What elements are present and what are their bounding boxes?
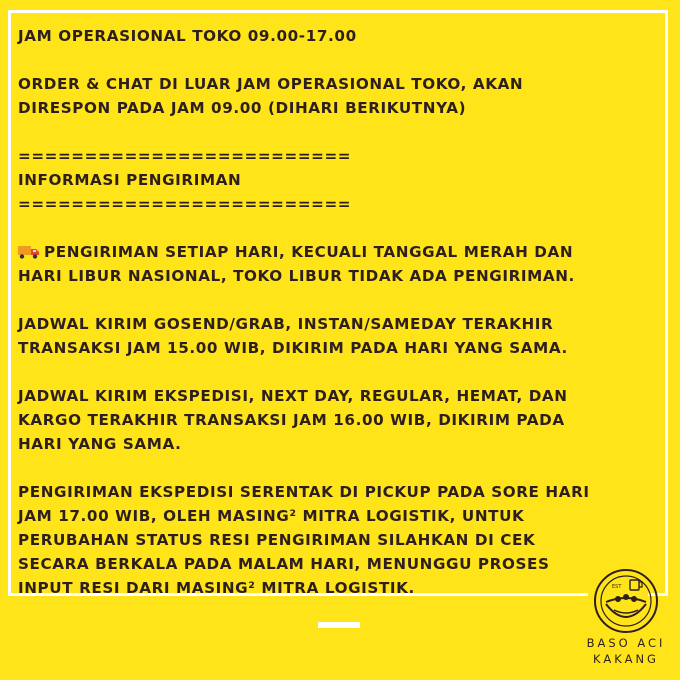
section-title: INFORMASI PENGIRIMAN [18,171,242,189]
brand-name-line-1: BASO ACI [586,636,666,650]
announcement-text [18,24,658,600]
pickup-line-5: INPUT RESI DARI MASING² MITRA LOGISTIK. [18,579,415,597]
shipping-daily-text-1: PENGIRIMAN SETIAP HARI, KECUALI TANGGAL MERAH DAN [44,243,574,261]
instant-line-1: JADWAL KIRIM GOSEND/GRAB, INSTAN/SAMEDAY TERAKHIR [18,315,554,333]
expedition-line-1: JADWAL KIRIM EKSPEDISI, NEXT DAY, REGULAR, HEMAT, DAN [18,387,568,405]
delivery-truck-icon [18,242,40,256]
divider-bottom: ========================= [18,195,352,213]
shipping-daily-line-2: HARI LIBUR NASIONAL, TOKO LIBUR TIDAK ADA PENGIRIMAN. [18,267,575,285]
pickup-line-3: PERUBAHAN STATUS RESI PENGIRIMAN SILAHKAN DI CEK [18,531,536,549]
hours-line: JAM OPERASIONAL TOKO 09.00-17.00 [18,27,357,45]
expedition-line-3: HARI YANG SAMA. [18,435,182,453]
shipping-daily-line-1 [18,240,658,264]
expedition-line-2: KARGO TERAKHIR TRANSAKSI JAM 16.00 WIB, DIKIRIM PADA [18,411,565,429]
brand-logo [582,568,670,680]
brand-name-line-2: KAKANG [593,652,659,666]
instant-line-2: TRANSAKSI JAM 15.00 WIB, DIKIRIM PADA HARI YANG SAMA. [18,339,568,357]
pickup-line-4: SECARA BERKALA PADA MALAM HARI, MENUNGGU PROSES [18,555,550,573]
divider-top: ========================= [18,147,352,165]
pickup-line-1: PENGIRIMAN EKSPEDISI SERENTAK DI PICKUP PADA SORE HARI [18,483,590,501]
order-note-line-1: ORDER & CHAT DI LUAR JAM OPERASIONAL TOKO, AKAN [18,75,524,93]
svg-text:EST: EST [612,584,622,590]
order-note-line-2: DIRESPON PADA JAM 09.00 (DIHARI BERIKUTNYA) [18,99,467,117]
pickup-line-2: JAM 17.00 WIB, OLEH MASING² MITRA LOGISTIK, UNTUK [18,507,525,525]
center-dash [318,622,360,628]
bowl-logo-icon [592,568,660,634]
